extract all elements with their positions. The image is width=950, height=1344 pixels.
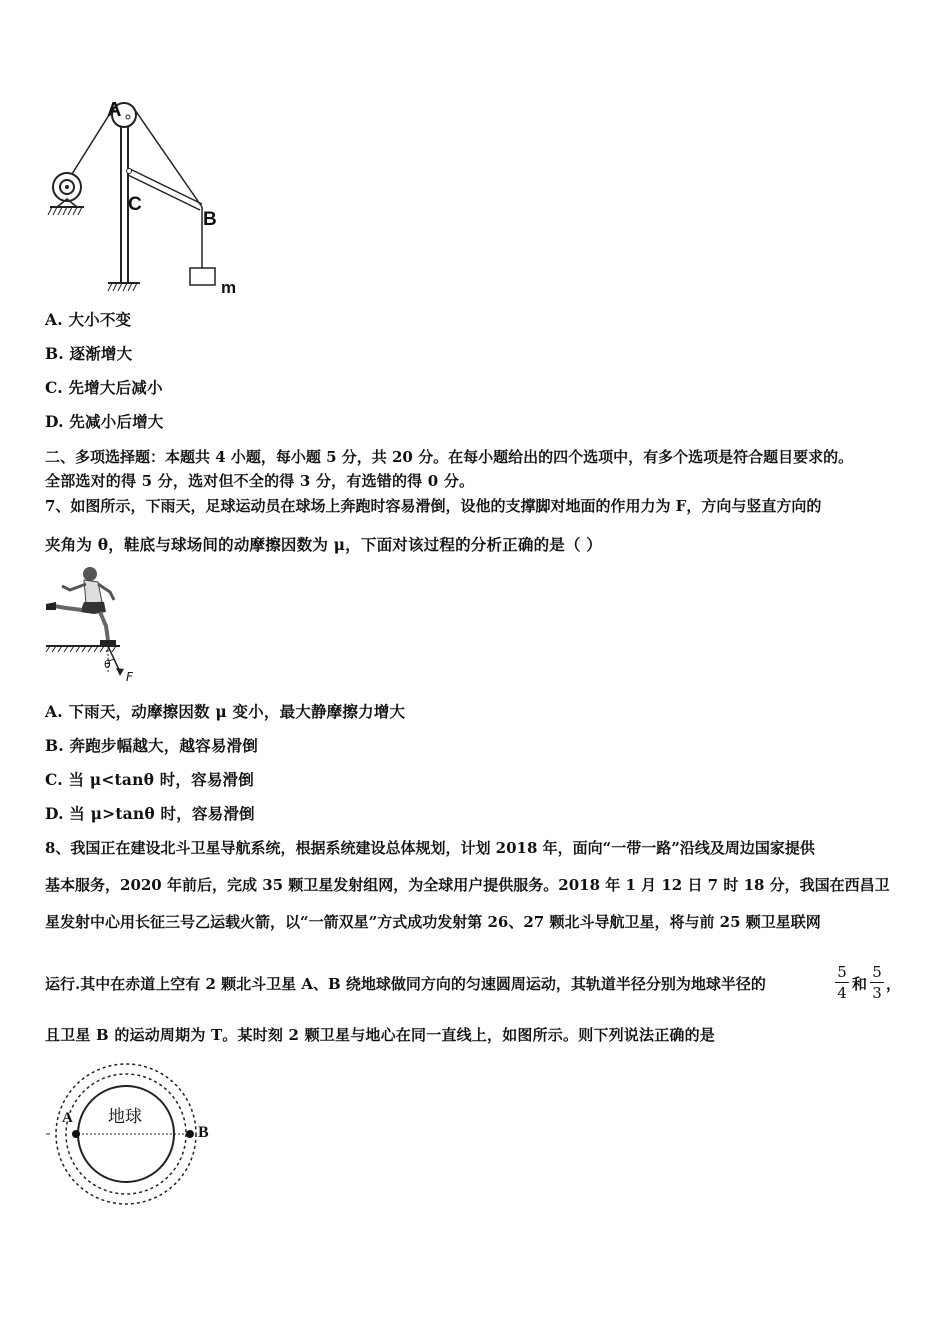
q8-stem-line4: 运行.其中在赤道上空有 2 颗北斗卫星 A、B 绕地球做同方向的匀速圆周运动，其轨道半径分别为地球半径的	[45, 975, 766, 993]
section2-line1: 二、多项选择题：本题共 4 小题，每小题 5 分，共 20 分。在每小题给出的四个选项中，有多个选项是符合题目要求的。	[45, 448, 854, 466]
satellite-A	[72, 1130, 80, 1138]
q8-figure	[44, 1060, 224, 1210]
q6-option-c: C. 先增大后减小	[45, 378, 163, 397]
q8-stem-line2: 基本服务，2020 年前后，完成 35 颗卫星发射组网，为全球用户提供服务。2018 年 1 月 12 日 7 时 18 分，我国在西昌卫	[45, 876, 890, 894]
q7-option-c: C. 当 μ<tanθ 时，容易滑倒	[45, 770, 254, 789]
orbit-diagram	[44, 1060, 224, 1210]
fraction-5-4: 5 4	[835, 963, 849, 1002]
label-C: C	[128, 194, 142, 215]
q7-option-a: A. 下雨天，动摩擦因数 μ 变小，最大静摩擦力增大	[45, 702, 406, 721]
q7-figure	[40, 560, 150, 690]
q8-stem-line3: 星发射中心用长征三号乙运载火箭，以“一箭双星”方式成功发射第 26、27 颗北斗导航卫星，将与前 25 颗卫星联网	[45, 913, 821, 931]
fraction-5-3: 5 3	[870, 963, 884, 1002]
q8-comma: ，	[886, 975, 902, 993]
pulley-diagram	[40, 95, 250, 305]
q7-stem-line1: 7、如图所示，下雨天，足球运动员在球场上奔跑时容易滑倒，设他的支撑脚对地面的作用力为 F，方向与竖直方向的	[45, 497, 822, 515]
section2-line2: 全部选对的得 5 分，选对但不全的得 3 分，有选错的得 0 分。	[45, 472, 475, 490]
runner-diagram	[40, 560, 150, 690]
q6-option-d: D. 先减小后增大	[45, 412, 164, 431]
label-theta: θ	[104, 658, 111, 671]
label-sat-B: B	[198, 1124, 209, 1141]
q6-option-a: A. 大小不变	[45, 310, 132, 329]
mass-m	[190, 268, 215, 285]
q7-option-b: B. 奔跑步幅越大，越容易滑倒	[45, 736, 258, 755]
label-F: F	[126, 670, 133, 684]
satellite-B	[186, 1130, 194, 1138]
q6-figure	[40, 95, 250, 305]
label-sat-A: A	[62, 1110, 73, 1126]
rope-to-B	[135, 110, 202, 207]
q7-option-d: D. 当 μ>tanθ 时，容易滑倒	[45, 804, 255, 823]
q7-stem-line2: 夹角为 θ，鞋底与球场间的动摩擦因数为 μ，下面对该过程的分析正确的是（ ）	[45, 535, 602, 554]
q8-and: 和	[852, 975, 868, 993]
label-m: m	[221, 278, 237, 297]
q8-stem-line5: 且卫星 B 的运动周期为 T。某时刻 2 颗卫星与地心在同一直线上，如图所示。则下列说法正确的是	[45, 1026, 715, 1044]
label-B: B	[203, 209, 217, 230]
label-earth: 地球	[108, 1107, 142, 1127]
q8-stem-line1: 8、我国正在建设北斗卫星导航系统，根据系统建设总体规划，计划 2018 年，面向“一带一路”沿线及周边国家提供	[45, 839, 815, 857]
label-A: A	[107, 99, 122, 121]
runner-head	[83, 567, 97, 581]
q6-option-b: B. 逐渐增大	[45, 344, 133, 363]
